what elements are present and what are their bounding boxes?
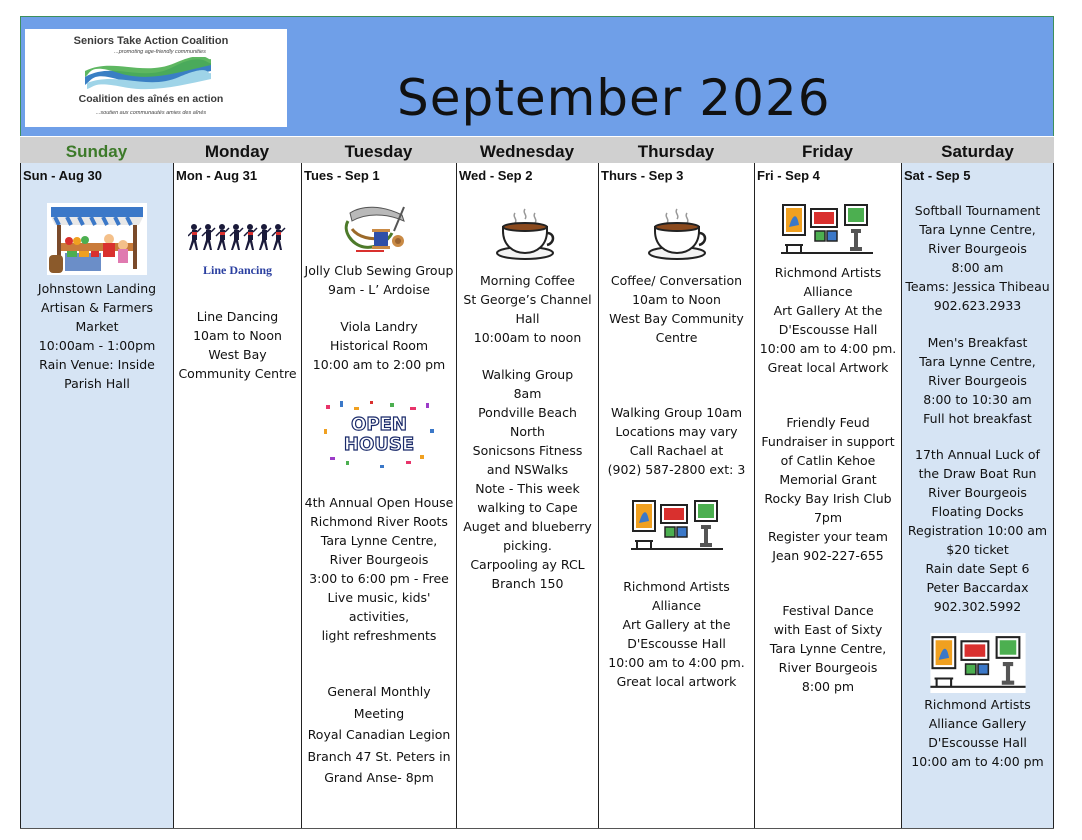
event-line: 902.623.2933 bbox=[933, 298, 1022, 313]
date-label: Fri - Sep 4 bbox=[757, 168, 820, 183]
event-line: Meeting bbox=[353, 705, 405, 721]
event-richmond-artists-thursday bbox=[599, 577, 754, 691]
event-line: Artisan & Farmers bbox=[41, 300, 153, 315]
event-general-meeting bbox=[302, 681, 456, 789]
event-line: (902) 587-2800 ext: 3 bbox=[607, 462, 746, 477]
event-line: Richmond Artists bbox=[623, 579, 730, 594]
event-line: Branch 47 St. Peters in bbox=[307, 748, 451, 764]
event-line: Auget and blueberry bbox=[463, 519, 592, 534]
event-line: Alliance bbox=[803, 284, 853, 299]
art-gallery-icon bbox=[930, 633, 1026, 693]
weekday-friday: Friday bbox=[801, 142, 854, 161]
logo-title-english: Seniors Take Action Coalition bbox=[73, 35, 229, 47]
event-line: Great local Artwork bbox=[767, 360, 889, 375]
event-line: Live music, kids' bbox=[327, 590, 431, 605]
event-line: Alliance bbox=[651, 598, 702, 613]
weekday-wednesday: Wednesday bbox=[479, 142, 575, 161]
event-line: 10:00 am to 4:00 pm. bbox=[759, 341, 897, 356]
event-line: 9am - L’ Ardoise bbox=[328, 282, 430, 297]
weekday-monday: Monday bbox=[204, 142, 270, 161]
event-line: River Bourgeois bbox=[928, 241, 1027, 256]
event-farmers-market bbox=[21, 279, 173, 393]
event-line: 902.302.5992 bbox=[933, 599, 1022, 614]
coalition-logo bbox=[25, 29, 287, 127]
weekday-tuesday: Tuesday bbox=[344, 142, 413, 161]
art-gallery-icon bbox=[631, 497, 723, 555]
event-line: Rain date Sept 6 bbox=[925, 561, 1030, 576]
event-line: 8:00 am bbox=[951, 260, 1004, 275]
event-line: walking to Cape bbox=[477, 500, 578, 515]
line-dancers-icon bbox=[188, 223, 286, 257]
event-softball-tournament bbox=[902, 201, 1053, 315]
event-line: River Bourgeois bbox=[329, 552, 429, 567]
event-line: Centre bbox=[655, 330, 698, 345]
event-line: Richmond Artists bbox=[774, 265, 882, 280]
date-label: Sun - Aug 30 bbox=[23, 168, 102, 183]
event-line: Alliance Gallery bbox=[928, 716, 1027, 731]
event-line: activities, bbox=[348, 609, 410, 624]
event-line: River Bourgeois bbox=[928, 373, 1027, 388]
event-line: Locations may vary bbox=[615, 424, 738, 439]
logo-tagline-french: ...soutien aux communautés amies des aînés bbox=[95, 110, 207, 116]
event-line: Tara Lynne Centre, bbox=[919, 222, 1036, 237]
day-cell-friday bbox=[754, 163, 901, 829]
event-line: 10:00 am to 2:00 pm bbox=[312, 357, 446, 372]
calendar-bottom-border bbox=[20, 828, 1054, 829]
event-line: 7pm bbox=[813, 510, 843, 525]
event-line: 10:00am to noon bbox=[473, 330, 582, 345]
date-label: Wed - Sep 2 bbox=[459, 168, 533, 183]
market-stall-icon bbox=[47, 203, 147, 275]
event-line: Historical Room bbox=[329, 338, 429, 353]
art-gallery-icon bbox=[781, 201, 873, 259]
line-dancing-caption: Line Dancing bbox=[202, 263, 272, 277]
event-line: Note - This week bbox=[475, 481, 580, 496]
event-open-house bbox=[302, 493, 456, 645]
day-cell-sunday bbox=[20, 163, 173, 829]
event-line: D'Escousse Hall bbox=[928, 735, 1027, 750]
event-line: General Monthly bbox=[327, 684, 431, 699]
event-richmond-artists-friday bbox=[755, 263, 901, 377]
day-cell-saturday bbox=[901, 163, 1054, 829]
event-line: Jolly Club Sewing Group bbox=[304, 263, 454, 278]
day-cell-tuesday bbox=[301, 163, 456, 829]
event-mens-breakfast bbox=[902, 333, 1053, 428]
event-line: Full hot breakfast bbox=[923, 411, 1032, 426]
date-label: Mon - Aug 31 bbox=[176, 168, 258, 183]
event-line: Fundraiser in support bbox=[761, 434, 895, 449]
date-label: Thurs - Sep 3 bbox=[601, 168, 684, 183]
event-line: Pondville Beach bbox=[478, 405, 577, 420]
wave-icon bbox=[83, 57, 213, 93]
event-line: Festival Dance bbox=[782, 603, 874, 618]
event-line: 8:00 to 10:30 am bbox=[923, 392, 1032, 407]
event-line: Richmond Artists bbox=[924, 697, 1031, 712]
event-walking-group-thursday bbox=[599, 403, 754, 479]
coffee-cup-icon bbox=[647, 207, 709, 261]
event-line: Memorial Grant bbox=[779, 472, 877, 487]
event-sewing-group bbox=[302, 261, 456, 299]
event-line: Hall bbox=[515, 311, 540, 326]
event-line: Sonicsons Fitness bbox=[472, 443, 583, 458]
event-line: the Draw Boat Run bbox=[918, 466, 1037, 481]
logo-tagline-english: ...promoting age-friendly communities bbox=[114, 49, 206, 55]
event-line: Floating Docks bbox=[931, 504, 1024, 519]
coffee-cup-icon bbox=[495, 207, 557, 261]
event-line: Carpooling ay RCL bbox=[470, 557, 585, 572]
event-line: 10:00am - 1:00pm bbox=[38, 338, 156, 353]
event-line: Great local artwork bbox=[616, 674, 737, 689]
event-line: River Bourgeois bbox=[928, 485, 1027, 500]
date-label: Sat - Sep 5 bbox=[904, 168, 971, 183]
event-line: 3:00 to 6:00 pm - Free bbox=[309, 571, 449, 586]
event-line: Rain Venue: Inside bbox=[39, 357, 155, 372]
event-line: D'Escousse Hall bbox=[627, 636, 726, 651]
weekday-sunday: Sunday bbox=[65, 142, 128, 161]
event-line: 10:00 am to 4:00 pm bbox=[911, 754, 1044, 769]
event-line: 10am to Noon bbox=[632, 292, 721, 307]
event-line: 8am bbox=[513, 386, 542, 401]
event-line: River Bourgeois bbox=[778, 660, 878, 675]
event-line: Walking Group bbox=[481, 367, 574, 382]
event-line: 17th Annual Luck of bbox=[915, 447, 1040, 462]
event-line: Parish Hall bbox=[64, 376, 130, 391]
event-line: Tara Lynne Centre, bbox=[320, 533, 438, 548]
event-line: Community Centre bbox=[178, 366, 297, 381]
event-line: Branch 150 bbox=[491, 576, 564, 591]
event-line: Royal Canadian Legion bbox=[307, 727, 451, 742]
event-line: Art Gallery At the bbox=[773, 303, 883, 318]
event-friendly-feud bbox=[755, 413, 901, 565]
event-morning-coffee bbox=[457, 271, 598, 347]
event-line: Peter Baccardax bbox=[926, 580, 1029, 595]
event-line: Tara Lynne Centre, bbox=[919, 354, 1036, 369]
event-line: Jean 902-227-655 bbox=[772, 548, 884, 563]
event-line: Friendly Feud bbox=[786, 415, 870, 430]
event-line: Line Dancing bbox=[196, 309, 279, 324]
event-line: 4th Annual Open House bbox=[304, 495, 454, 510]
event-line: Art Gallery at the bbox=[622, 617, 731, 632]
event-line: Call Rachael at bbox=[629, 443, 724, 458]
event-line: Registration 10:00 am bbox=[907, 523, 1048, 538]
event-line: 10am to Noon bbox=[193, 328, 282, 343]
event-line: Johnstown Landing bbox=[37, 281, 157, 296]
event-line: Morning Coffee bbox=[480, 273, 575, 288]
event-viola-landry bbox=[302, 317, 456, 374]
sewing-supplies-icon bbox=[342, 201, 414, 257]
weekday-header-row bbox=[20, 137, 1054, 163]
calendar-header bbox=[20, 16, 1054, 136]
event-line: and NSWalks bbox=[486, 462, 569, 477]
event-line: West Bay bbox=[208, 347, 267, 362]
event-line: picking. bbox=[503, 538, 552, 553]
event-richmond-artists-saturday bbox=[902, 695, 1053, 771]
event-line: Coffee/ Conversation bbox=[610, 273, 743, 288]
event-line: light refreshments bbox=[321, 628, 437, 643]
event-line: Register your team bbox=[768, 529, 888, 544]
event-line: Teams: Jessica Thibeau bbox=[905, 279, 1050, 294]
date-label: Tues - Sep 1 bbox=[304, 168, 380, 183]
event-festival-dance bbox=[755, 601, 901, 696]
open-house-graphic bbox=[320, 399, 438, 477]
event-line: Grand Anse- 8pm bbox=[324, 770, 434, 785]
logo-title-french: Coalition des aînés en action bbox=[78, 93, 224, 105]
event-coffee-conversation bbox=[599, 271, 754, 347]
event-line: Richmond River Roots bbox=[310, 514, 448, 529]
event-line: North bbox=[510, 424, 545, 439]
event-line: West Bay Community bbox=[609, 311, 744, 326]
event-line-dancing bbox=[174, 307, 301, 383]
day-cell-monday bbox=[173, 163, 301, 829]
event-line: Men's Breakfast bbox=[927, 335, 1028, 350]
open-house-caption: OPEN HOUSE bbox=[343, 414, 415, 455]
weekday-saturday: Saturday bbox=[941, 142, 1014, 161]
event-line: Softball Tournament bbox=[914, 203, 1041, 218]
event-line: 8:00 pm bbox=[801, 679, 855, 694]
event-line: D'Escousse Hall bbox=[778, 322, 878, 337]
event-boat-run bbox=[902, 445, 1053, 616]
event-walking-group bbox=[457, 365, 598, 593]
event-line: Tara Lynne Centre, bbox=[769, 641, 887, 656]
event-line: with East of Sixty bbox=[773, 622, 883, 637]
weekday-thursday: Thursday bbox=[637, 142, 715, 161]
event-line: of Catlin Kehoe bbox=[780, 453, 876, 468]
day-cell-thursday bbox=[598, 163, 754, 829]
event-line: $20 ticket bbox=[946, 542, 1009, 557]
event-line: Rocky Bay Irish Club bbox=[764, 491, 892, 506]
event-line: Market bbox=[75, 319, 119, 334]
event-line: Viola Landry bbox=[340, 319, 418, 334]
event-line: St George’s Channel bbox=[463, 292, 592, 307]
month-title: September 2026 bbox=[397, 69, 831, 127]
event-line: 10:00 am to 4:00 pm. bbox=[608, 655, 745, 670]
event-line: Walking Group 10am bbox=[610, 405, 742, 420]
day-cell-wednesday bbox=[456, 163, 598, 829]
